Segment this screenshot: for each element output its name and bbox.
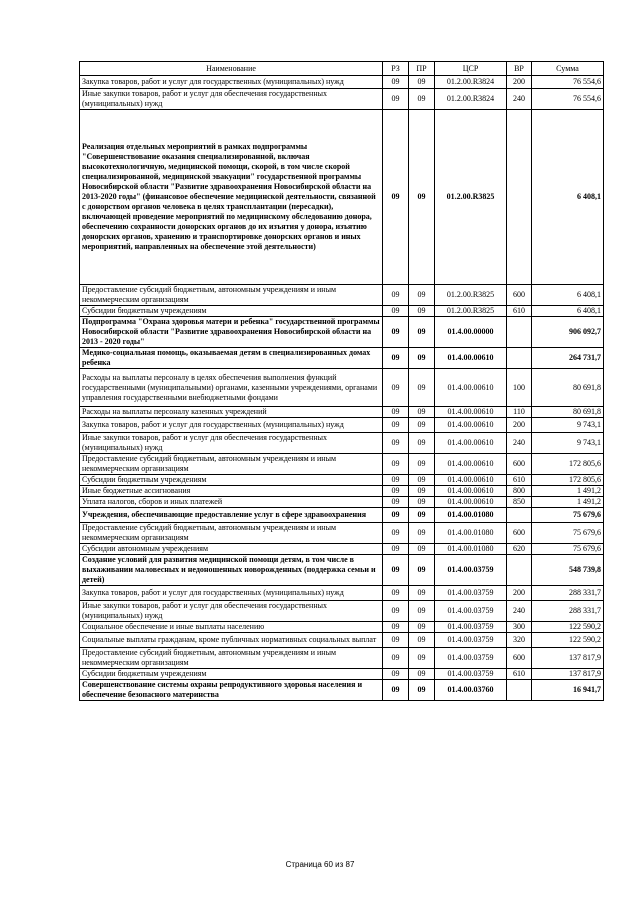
cell-vr: 610 — [507, 669, 532, 680]
cell-rz: 09 — [383, 475, 409, 486]
cell-rz: 09 — [383, 633, 409, 648]
cell-vr: 320 — [507, 633, 532, 648]
table-row — [80, 523, 604, 544]
cell-pr: 09 — [409, 508, 435, 523]
cell-vr: 600 — [507, 285, 532, 306]
cell-rz: 09 — [383, 433, 409, 454]
cell-name: Предоставление субсидий бюджетным, автономным учреждениям и иным некоммерческим организациям — [80, 648, 383, 669]
table-header-row — [80, 62, 604, 76]
cell-csr: 01.4.00.00610 — [435, 369, 507, 407]
header-rz: РЗ — [383, 62, 409, 76]
cell-rz: 09 — [383, 601, 409, 622]
table-row — [80, 622, 604, 633]
cell-pr: 09 — [409, 648, 435, 669]
table-row — [80, 555, 604, 586]
table-row — [80, 454, 604, 475]
cell-name: Совершенствование системы охраны репродуктивного здоровья населения и обеспечение безопасного материнства — [80, 680, 383, 701]
cell-vr: 610 — [507, 475, 532, 486]
cell-name: Медико-социальная помощь, оказываемая детям в специализированных домах ребенка — [80, 348, 383, 369]
cell-sum: 16 941,7 — [532, 680, 604, 701]
cell-sum: 75 679,6 — [532, 508, 604, 523]
cell-rz: 09 — [383, 586, 409, 601]
cell-sum: 76 554,6 — [532, 76, 604, 89]
cell-name: Реализация отдельных мероприятий в рамках подпрограммы "Совершенствование оказания специализированной, включая высокотехнологичную, медицинской помощи, скорой, в том числе скорой специализированной, медицинской эвакуации" государственной программы Новосибирской области "Развитие здравоохранения Новосибирской области на 2013-2020 годы" (финансовое обеспечение медицинской деятельности, связанной с донорством органов человека в целях трансплантации (пересадки), включающей проведение мероприятий по медицинскому обследованию донора, обеспечению сохранности донорских органов до их изъятия у донора, изъятию донорских органов, хранению и транспортировке донорских органов и иных мероприятий, направленных на обеспечение этой деятельности) — [80, 110, 383, 285]
cell-csr: 01.2.00.R3825 — [435, 285, 507, 306]
cell-vr: 200 — [507, 76, 532, 89]
cell-name: Субсидии бюджетным учреждениям — [80, 669, 383, 680]
cell-name: Субсидии автономным учреждениям — [80, 544, 383, 555]
table-row — [80, 680, 604, 701]
table-row — [80, 89, 604, 110]
cell-sum: 1 491,2 — [532, 497, 604, 508]
cell-sum: 137 817,9 — [532, 648, 604, 669]
cell-sum: 122 590,2 — [532, 622, 604, 633]
table-row — [80, 110, 604, 285]
cell-pr: 09 — [409, 407, 435, 418]
cell-csr: 01.4.00.03759 — [435, 555, 507, 586]
cell-rz: 09 — [383, 418, 409, 433]
cell-sum: 548 739,8 — [532, 555, 604, 586]
cell-name: Расходы на выплаты персоналу в целях обеспечения выполнения функций государственными (муниципальными) органами, казенными учреждениями, органами управления государственными внебюджетными фондами — [80, 369, 383, 407]
cell-rz: 09 — [383, 544, 409, 555]
cell-vr: 300 — [507, 622, 532, 633]
cell-csr: 01.4.00.03759 — [435, 586, 507, 601]
cell-pr: 09 — [409, 285, 435, 306]
cell-sum: 288 331,7 — [532, 586, 604, 601]
cell-name: Иные закупки товаров, работ и услуг для обеспечения государственных (муниципальных) нужд — [80, 601, 383, 622]
cell-vr: 620 — [507, 544, 532, 555]
cell-rz: 09 — [383, 523, 409, 544]
cell-sum: 9 743,1 — [532, 418, 604, 433]
cell-rz: 09 — [383, 648, 409, 669]
table-row — [80, 648, 604, 669]
table-row — [80, 76, 604, 89]
cell-rz: 09 — [383, 622, 409, 633]
cell-csr: 01.4.00.03759 — [435, 648, 507, 669]
cell-vr — [507, 555, 532, 586]
cell-sum: 264 731,7 — [532, 348, 604, 369]
cell-name: Иные закупки товаров, работ и услуг для обеспечения государственных (муниципальных) нужд — [80, 89, 383, 110]
cell-vr — [507, 680, 532, 701]
cell-name: Закупка товаров, работ и услуг для государственных (муниципальных) нужд — [80, 76, 383, 89]
cell-rz: 09 — [383, 89, 409, 110]
table-row — [80, 407, 604, 418]
header-pr: ПР — [409, 62, 435, 76]
table-row — [80, 306, 604, 317]
cell-vr: 240 — [507, 601, 532, 622]
cell-name: Подпрограмма "Охрана здоровья матери и ребенка" государственной программы Новосибирской области "Развитие здравоохранения Новосибирской области на 2013 - 2020 годы" — [80, 317, 383, 348]
cell-sum: 9 743,1 — [532, 433, 604, 454]
cell-csr: 01.2.00.R3824 — [435, 89, 507, 110]
cell-vr — [507, 317, 532, 348]
cell-name: Закупка товаров, работ и услуг для государственных (муниципальных) нужд — [80, 586, 383, 601]
table-row — [80, 544, 604, 555]
cell-pr: 09 — [409, 348, 435, 369]
cell-name: Создание условий для развития медицинской помощи детям, в том числе в выхаживании маловесных и недоношенных новорожденных (поддержка семьи и детей) — [80, 555, 383, 586]
cell-pr: 09 — [409, 317, 435, 348]
cell-rz: 09 — [383, 348, 409, 369]
table-row — [80, 348, 604, 369]
table-row — [80, 433, 604, 454]
cell-sum: 75 679,6 — [532, 523, 604, 544]
table-row — [80, 475, 604, 486]
cell-rz: 09 — [383, 317, 409, 348]
cell-sum: 172 805,6 — [532, 454, 604, 475]
cell-pr: 09 — [409, 454, 435, 475]
cell-pr: 09 — [409, 555, 435, 586]
header-vr: ВР — [507, 62, 532, 76]
table-row — [80, 633, 604, 648]
header-csr: ЦСР — [435, 62, 507, 76]
cell-name: Субсидии бюджетным учреждениям — [80, 475, 383, 486]
table-row — [80, 586, 604, 601]
table-row — [80, 508, 604, 523]
cell-csr: 01.2.00.R3825 — [435, 110, 507, 285]
cell-sum: 6 408,1 — [532, 110, 604, 285]
cell-sum: 76 554,6 — [532, 89, 604, 110]
cell-name: Предоставление субсидий бюджетным, автономным учреждениям и иным некоммерческим организациям — [80, 523, 383, 544]
table-row — [80, 669, 604, 680]
cell-csr: 01.4.00.00610 — [435, 418, 507, 433]
cell-rz: 09 — [383, 285, 409, 306]
cell-sum: 122 590,2 — [532, 633, 604, 648]
cell-pr: 09 — [409, 523, 435, 544]
cell-rz: 09 — [383, 306, 409, 317]
cell-rz: 09 — [383, 680, 409, 701]
cell-name: Предоставление субсидий бюджетным, автономным учреждениям и иным некоммерческим организациям — [80, 454, 383, 475]
cell-rz: 09 — [383, 76, 409, 89]
cell-sum: 75 679,6 — [532, 544, 604, 555]
cell-rz: 09 — [383, 407, 409, 418]
header-sum: Сумма — [532, 62, 604, 76]
cell-pr: 09 — [409, 76, 435, 89]
cell-pr: 09 — [409, 497, 435, 508]
cell-pr: 09 — [409, 369, 435, 407]
budget-table — [79, 61, 604, 701]
cell-csr: 01.4.00.03759 — [435, 633, 507, 648]
cell-rz: 09 — [383, 669, 409, 680]
table-row — [80, 486, 604, 497]
cell-vr: 100 — [507, 369, 532, 407]
cell-sum: 137 817,9 — [532, 669, 604, 680]
cell-sum: 906 092,7 — [532, 317, 604, 348]
cell-csr: 01.4.00.03759 — [435, 669, 507, 680]
cell-rz: 09 — [383, 454, 409, 475]
cell-name: Учреждения, обеспечивающие предоставление услуг в сфере здравоохранения — [80, 508, 383, 523]
cell-name: Уплата налогов, сборов и иных платежей — [80, 497, 383, 508]
cell-rz: 09 — [383, 555, 409, 586]
cell-csr: 01.2.00.R3824 — [435, 76, 507, 89]
cell-csr: 01.4.00.00610 — [435, 475, 507, 486]
header-name: Наименование — [80, 62, 383, 76]
cell-vr — [507, 110, 532, 285]
cell-csr: 01.4.00.01080 — [435, 508, 507, 523]
cell-pr: 09 — [409, 601, 435, 622]
cell-vr: 110 — [507, 407, 532, 418]
cell-pr: 09 — [409, 486, 435, 497]
table-row — [80, 317, 604, 348]
cell-pr: 09 — [409, 433, 435, 454]
cell-name: Предоставление субсидий бюджетным, автономным учреждениям и иным некоммерческим организациям — [80, 285, 383, 306]
cell-vr — [507, 348, 532, 369]
cell-name: Закупка товаров, работ и услуг для государственных (муниципальных) нужд — [80, 418, 383, 433]
cell-pr: 09 — [409, 418, 435, 433]
cell-sum: 1 491,2 — [532, 486, 604, 497]
cell-sum: 172 805,6 — [532, 475, 604, 486]
table-row — [80, 601, 604, 622]
cell-vr — [507, 508, 532, 523]
table-row — [80, 418, 604, 433]
cell-vr: 850 — [507, 497, 532, 508]
cell-pr: 09 — [409, 110, 435, 285]
cell-pr: 09 — [409, 544, 435, 555]
cell-vr: 200 — [507, 418, 532, 433]
table-row — [80, 285, 604, 306]
cell-vr: 800 — [507, 486, 532, 497]
cell-sum: 80 691,8 — [532, 407, 604, 418]
cell-vr: 610 — [507, 306, 532, 317]
cell-csr: 01.4.00.00610 — [435, 454, 507, 475]
cell-name: Субсидии бюджетным учреждениям — [80, 306, 383, 317]
cell-csr: 01.4.00.01080 — [435, 544, 507, 555]
cell-rz: 09 — [383, 497, 409, 508]
cell-sum: 6 408,1 — [532, 285, 604, 306]
cell-sum: 80 691,8 — [532, 369, 604, 407]
cell-csr: 01.4.00.00000 — [435, 317, 507, 348]
cell-vr: 600 — [507, 648, 532, 669]
cell-pr: 09 — [409, 586, 435, 601]
cell-vr: 200 — [507, 586, 532, 601]
cell-csr: 01.4.00.00610 — [435, 433, 507, 454]
cell-pr: 09 — [409, 89, 435, 110]
cell-pr: 09 — [409, 680, 435, 701]
cell-rz: 09 — [383, 508, 409, 523]
cell-csr: 01.4.00.00610 — [435, 486, 507, 497]
cell-csr: 01.2.00.R3825 — [435, 306, 507, 317]
page-number: Страница 60 из 87 — [285, 860, 355, 869]
cell-vr: 240 — [507, 433, 532, 454]
cell-pr: 09 — [409, 669, 435, 680]
cell-rz: 09 — [383, 369, 409, 407]
cell-name: Иные бюджетные ассигнования — [80, 486, 383, 497]
cell-csr: 01.4.00.03759 — [435, 622, 507, 633]
cell-csr: 01.4.00.00610 — [435, 497, 507, 508]
cell-pr: 09 — [409, 633, 435, 648]
cell-name: Иные закупки товаров, работ и услуг для обеспечения государственных (муниципальных) нужд — [80, 433, 383, 454]
cell-name: Социальные выплаты гражданам, кроме публичных нормативных социальных выплат — [80, 633, 383, 648]
cell-rz: 09 — [383, 486, 409, 497]
cell-csr: 01.4.00.01080 — [435, 523, 507, 544]
cell-pr: 09 — [409, 475, 435, 486]
cell-name: Социальное обеспечение и иные выплаты населению — [80, 622, 383, 633]
cell-sum: 6 408,1 — [532, 306, 604, 317]
cell-pr: 09 — [409, 622, 435, 633]
table-row — [80, 369, 604, 407]
table-row — [80, 497, 604, 508]
cell-name: Расходы на выплаты персоналу казенных учреждений — [80, 407, 383, 418]
cell-csr: 01.4.00.03760 — [435, 680, 507, 701]
cell-sum: 288 331,7 — [532, 601, 604, 622]
cell-vr: 600 — [507, 523, 532, 544]
cell-csr: 01.4.00.00610 — [435, 407, 507, 418]
cell-csr: 01.4.00.00610 — [435, 348, 507, 369]
cell-vr: 240 — [507, 89, 532, 110]
cell-vr: 600 — [507, 454, 532, 475]
cell-pr: 09 — [409, 306, 435, 317]
cell-rz: 09 — [383, 110, 409, 285]
cell-csr: 01.4.00.03759 — [435, 601, 507, 622]
